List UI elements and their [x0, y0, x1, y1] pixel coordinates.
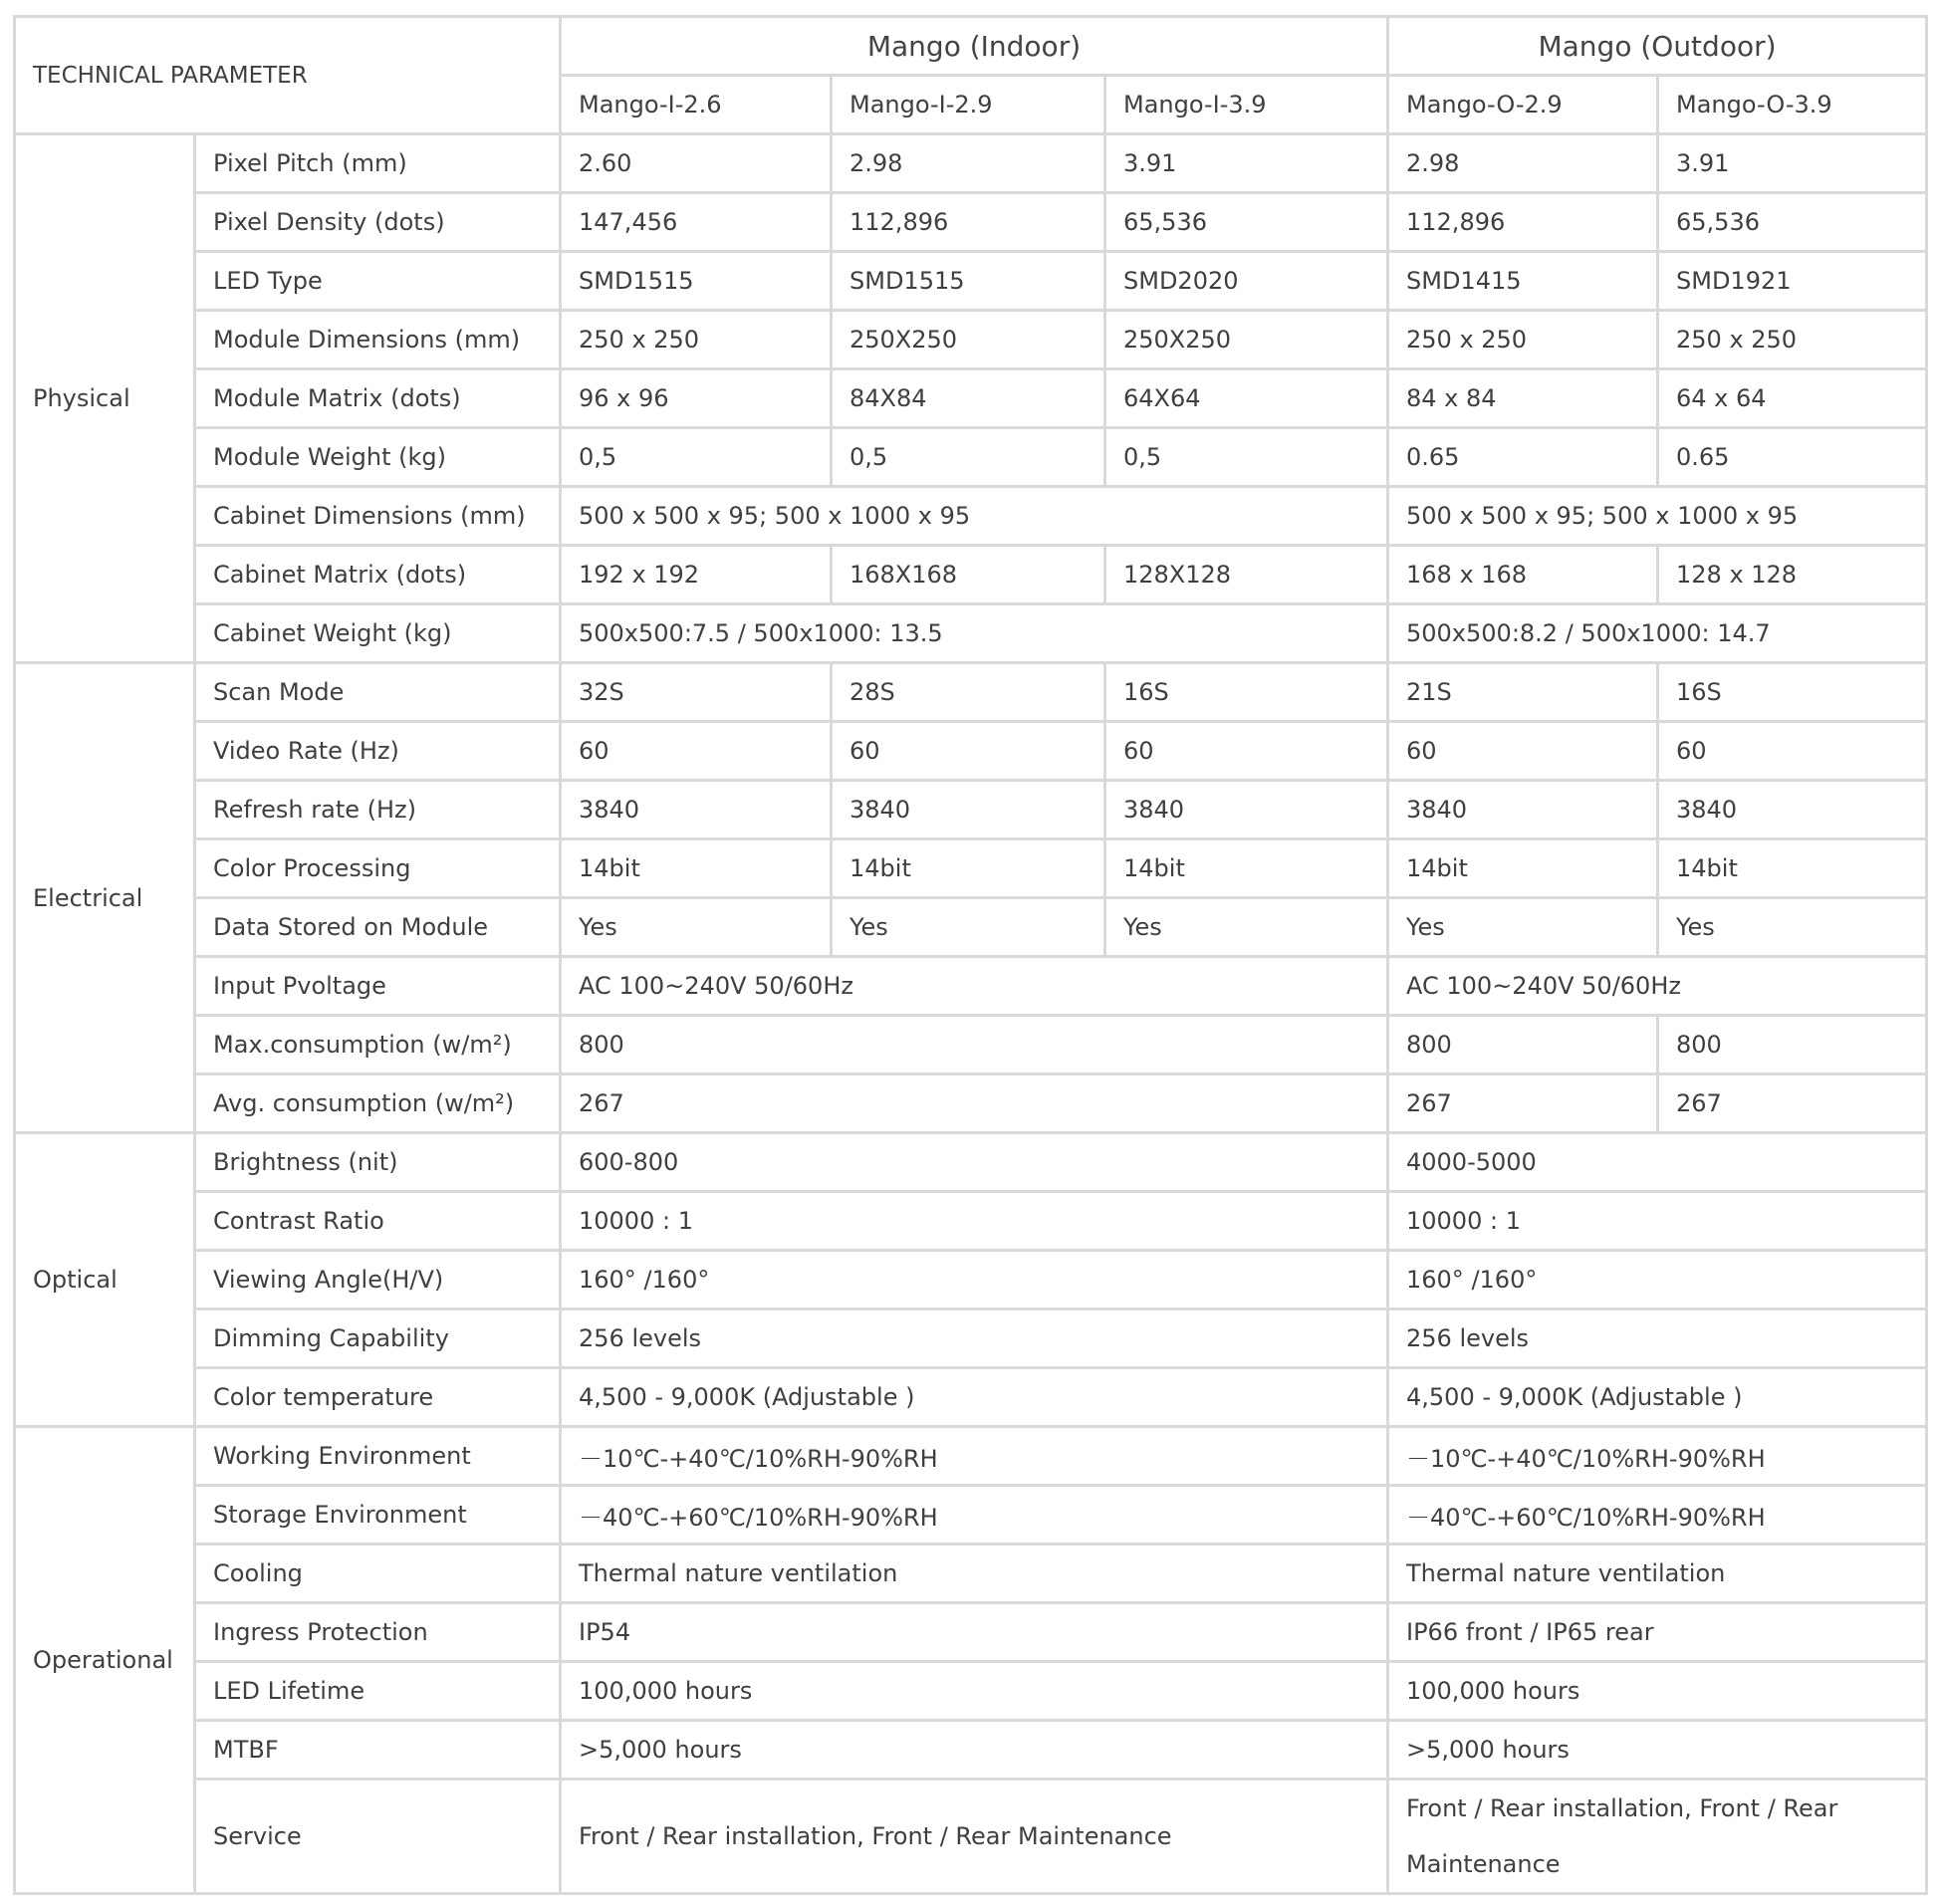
- parameter-label: Pixel Pitch (mm): [195, 134, 561, 193]
- parameter-label: Dimming Capability: [195, 1309, 561, 1368]
- table-row: [15, 369, 1927, 428]
- value-cell: 10000 : 1: [561, 1192, 1388, 1251]
- parameter-label: MTBF: [195, 1721, 561, 1780]
- value-cell: 160° /160°: [561, 1251, 1388, 1309]
- value-cell: 168 x 168: [1388, 546, 1658, 604]
- table-row: [15, 663, 1927, 722]
- value-cell: 3840: [561, 781, 832, 839]
- model-header: Mango-O-2.9: [1388, 76, 1658, 134]
- value-cell: Yes: [1388, 898, 1658, 957]
- value-cell: Yes: [1105, 898, 1388, 957]
- value-cell: 800: [561, 1016, 1388, 1074]
- model-header: Mango-O-3.9: [1658, 76, 1927, 134]
- value-cell: 0,5: [832, 428, 1105, 487]
- parameter-label: Module Dimensions (mm): [195, 311, 561, 369]
- table-row: [15, 957, 1927, 1016]
- table-row: [15, 487, 1927, 546]
- series-outdoor-header: Mango (Outdoor): [1388, 17, 1927, 76]
- value-cell: 100,000 hours: [1388, 1662, 1927, 1721]
- table-row: [15, 1368, 1927, 1427]
- parameter-label: Input Pvoltage: [195, 957, 561, 1016]
- value-cell: 250 x 250: [1658, 311, 1927, 369]
- value-cell: 267: [561, 1074, 1388, 1133]
- value-cell: 21S: [1388, 663, 1658, 722]
- value-cell: AC 100~240V 50/60Hz: [561, 957, 1388, 1016]
- value-cell: 192 x 192: [561, 546, 832, 604]
- table-row: [15, 1133, 1927, 1192]
- value-cell: 16S: [1105, 663, 1388, 722]
- value-cell: 16S: [1658, 663, 1927, 722]
- value-cell: 32S: [561, 663, 832, 722]
- value-cell: －40℃-+60℃/10%RH-90%RH: [1388, 1486, 1927, 1545]
- value-cell: 65,536: [1658, 193, 1927, 252]
- parameter-label: Cabinet Dimensions (mm): [195, 487, 561, 546]
- value-cell: 14bit: [832, 839, 1105, 898]
- group-label: Physical: [15, 134, 195, 663]
- table-row: [15, 311, 1927, 369]
- value-cell: 60: [1388, 722, 1658, 781]
- value-cell: 256 levels: [1388, 1309, 1927, 1368]
- value-cell: 10000 : 1: [1388, 1192, 1927, 1251]
- table-row: [15, 604, 1927, 663]
- value-cell: 800: [1388, 1016, 1658, 1074]
- value-cell: －10℃-+40℃/10%RH-90%RH: [1388, 1427, 1927, 1486]
- value-cell: 100,000 hours: [561, 1662, 1388, 1721]
- parameter-label: Viewing Angle(H/V): [195, 1251, 561, 1309]
- value-cell: 2.98: [1388, 134, 1658, 193]
- value-cell: －10℃-+40℃/10%RH-90%RH: [561, 1427, 1388, 1486]
- value-cell: 14bit: [561, 839, 832, 898]
- table-row: [15, 722, 1927, 781]
- value-cell: 60: [1658, 722, 1927, 781]
- value-cell: Front / Rear installation, Front / Rear Maintenance: [1388, 1780, 1927, 1894]
- value-cell: SMD2020: [1105, 252, 1388, 311]
- value-cell: 4,500 - 9,000K (Adjustable ): [561, 1368, 1388, 1427]
- value-cell: 60: [1105, 722, 1388, 781]
- parameter-label: Color Processing: [195, 839, 561, 898]
- group-label: Optical: [15, 1133, 195, 1427]
- value-cell: 147,456: [561, 193, 832, 252]
- parameter-label: Module Weight (kg): [195, 428, 561, 487]
- value-cell: 600-800: [561, 1133, 1388, 1192]
- value-cell: 0,5: [1105, 428, 1388, 487]
- table-row: [15, 1721, 1927, 1780]
- value-cell: 3840: [1388, 781, 1658, 839]
- value-cell: IP66 front / IP65 rear: [1388, 1603, 1927, 1662]
- parameter-label: LED Lifetime: [195, 1662, 561, 1721]
- table-row: [15, 839, 1927, 898]
- parameter-label: Scan Mode: [195, 663, 561, 722]
- value-cell: >5,000 hours: [561, 1721, 1388, 1780]
- table-row: [15, 134, 1927, 193]
- value-cell: 160° /160°: [1388, 1251, 1927, 1309]
- value-cell: 14bit: [1105, 839, 1388, 898]
- value-cell: SMD1515: [832, 252, 1105, 311]
- value-cell: Yes: [832, 898, 1105, 957]
- parameter-label: Cabinet Weight (kg): [195, 604, 561, 663]
- value-cell: 84X84: [832, 369, 1105, 428]
- table-row: [15, 1251, 1927, 1309]
- value-cell: 60: [832, 722, 1105, 781]
- parameter-label: Video Rate (Hz): [195, 722, 561, 781]
- value-cell: 500 x 500 x 95; 500 x 1000 x 95: [561, 487, 1388, 546]
- value-cell: 28S: [832, 663, 1105, 722]
- value-cell: －40℃-+60℃/10%RH-90%RH: [561, 1486, 1388, 1545]
- value-cell: Front / Rear installation, Front / Rear Maintenance: [561, 1780, 1388, 1894]
- table-row: [15, 1427, 1927, 1486]
- value-cell: 256 levels: [561, 1309, 1388, 1368]
- series-indoor-header: Mango (Indoor): [561, 17, 1388, 76]
- parameter-label: Cooling: [195, 1545, 561, 1603]
- value-cell: 267: [1388, 1074, 1658, 1133]
- value-cell: 250X250: [1105, 311, 1388, 369]
- value-cell: >5,000 hours: [1388, 1721, 1927, 1780]
- parameter-label: Contrast Ratio: [195, 1192, 561, 1251]
- value-cell: 2.60: [561, 134, 832, 193]
- value-cell: 168X168: [832, 546, 1105, 604]
- parameter-label: Brightness (nit): [195, 1133, 561, 1192]
- value-cell: SMD1415: [1388, 252, 1658, 311]
- table-row: [15, 1192, 1927, 1251]
- table-row: [15, 1486, 1927, 1545]
- technical-parameter-table: [13, 15, 1928, 1895]
- value-cell: 3840: [832, 781, 1105, 839]
- value-cell: 267: [1658, 1074, 1927, 1133]
- parameter-label: Cabinet Matrix (dots): [195, 546, 561, 604]
- table-row: [15, 898, 1927, 957]
- header-row-series: [15, 17, 1927, 76]
- table-row: [15, 546, 1927, 604]
- value-cell: 500x500:8.2 / 500x1000: 14.7: [1388, 604, 1927, 663]
- value-cell: 112,896: [1388, 193, 1658, 252]
- value-cell: 4000-5000: [1388, 1133, 1927, 1192]
- table-row: [15, 1074, 1927, 1133]
- model-header: Mango-I-2.6: [561, 76, 832, 134]
- value-cell: 3840: [1105, 781, 1388, 839]
- model-header: Mango-I-3.9: [1105, 76, 1388, 134]
- value-cell: 65,536: [1105, 193, 1388, 252]
- value-cell: SMD1921: [1658, 252, 1927, 311]
- value-cell: Yes: [1658, 898, 1927, 957]
- table-row: [15, 193, 1927, 252]
- value-cell: 0,5: [561, 428, 832, 487]
- table-title: TECHNICAL PARAMETER: [15, 17, 561, 134]
- table-row: [15, 1662, 1927, 1721]
- value-cell: 800: [1658, 1016, 1927, 1074]
- value-cell: 60: [561, 722, 832, 781]
- parameter-label: Max.consumption (w/m²): [195, 1016, 561, 1074]
- value-cell: 112,896: [832, 193, 1105, 252]
- value-cell: 128 x 128: [1658, 546, 1927, 604]
- parameter-label: Working Environment: [195, 1427, 561, 1486]
- value-cell: 64 x 64: [1658, 369, 1927, 428]
- value-cell: 250X250: [832, 311, 1105, 369]
- parameter-label: Refresh rate (Hz): [195, 781, 561, 839]
- parameter-label: Avg. consumption (w/m²): [195, 1074, 561, 1133]
- value-cell: 0.65: [1658, 428, 1927, 487]
- parameter-label: Storage Environment: [195, 1486, 561, 1545]
- parameter-label: LED Type: [195, 252, 561, 311]
- value-cell: 2.98: [832, 134, 1105, 193]
- table-body: [15, 17, 1927, 1894]
- value-cell: Thermal nature ventilation: [561, 1545, 1388, 1603]
- value-cell: Thermal nature ventilation: [1388, 1545, 1927, 1603]
- table-row: [15, 1780, 1927, 1894]
- model-header: Mango-I-2.9: [832, 76, 1105, 134]
- value-cell: IP54: [561, 1603, 1388, 1662]
- parameter-label: Data Stored on Module: [195, 898, 561, 957]
- value-cell: Yes: [561, 898, 832, 957]
- parameter-label: Pixel Density (dots): [195, 193, 561, 252]
- value-cell: 0.65: [1388, 428, 1658, 487]
- table-row: [15, 428, 1927, 487]
- value-cell: 64X64: [1105, 369, 1388, 428]
- group-label: Operational: [15, 1427, 195, 1894]
- table-row: [15, 781, 1927, 839]
- value-cell: 84 x 84: [1388, 369, 1658, 428]
- value-cell: 500 x 500 x 95; 500 x 1000 x 95: [1388, 487, 1927, 546]
- value-cell: 250 x 250: [1388, 311, 1658, 369]
- value-cell: 96 x 96: [561, 369, 832, 428]
- value-cell: 14bit: [1388, 839, 1658, 898]
- group-label: Electrical: [15, 663, 195, 1133]
- table-row: [15, 1545, 1927, 1603]
- parameter-label: Ingress Protection: [195, 1603, 561, 1662]
- value-cell: 4,500 - 9,000K (Adjustable ): [1388, 1368, 1927, 1427]
- value-cell: AC 100~240V 50/60Hz: [1388, 957, 1927, 1016]
- table-row: [15, 1603, 1927, 1662]
- table-row: [15, 1016, 1927, 1074]
- value-cell: 3840: [1658, 781, 1927, 839]
- table-row: [15, 1309, 1927, 1368]
- value-cell: 500x500:7.5 / 500x1000: 13.5: [561, 604, 1388, 663]
- value-cell: 128X128: [1105, 546, 1388, 604]
- value-cell: SMD1515: [561, 252, 832, 311]
- value-cell: 3.91: [1658, 134, 1927, 193]
- parameter-label: Color temperature: [195, 1368, 561, 1427]
- spec-table-container: [13, 15, 1928, 1895]
- table-row: [15, 252, 1927, 311]
- parameter-label: Module Matrix (dots): [195, 369, 561, 428]
- parameter-label: Service: [195, 1780, 561, 1894]
- value-cell: 250 x 250: [561, 311, 832, 369]
- value-cell: 3.91: [1105, 134, 1388, 193]
- value-cell: 14bit: [1658, 839, 1927, 898]
